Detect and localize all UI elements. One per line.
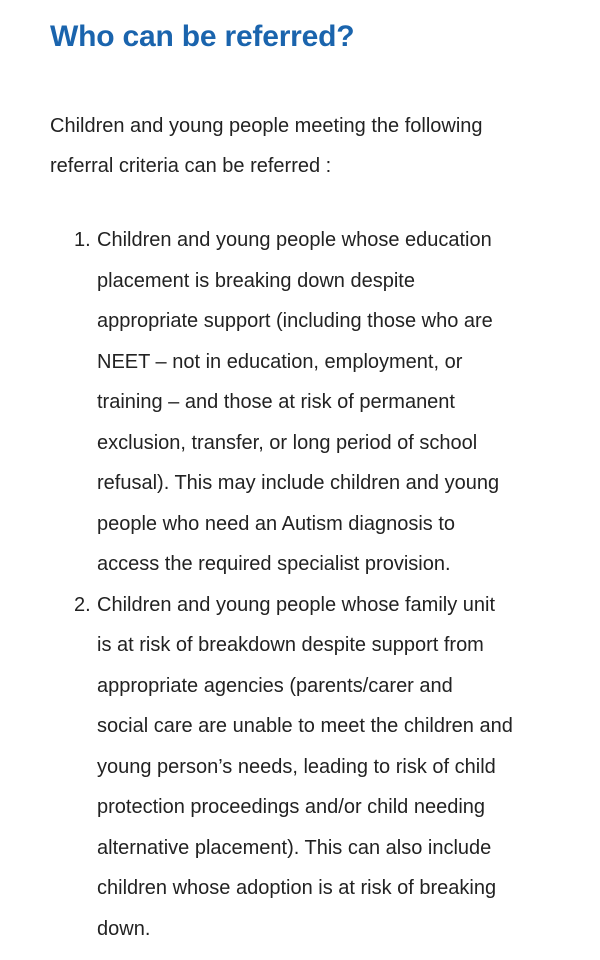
referral-criteria-list (0, 220, 513, 949)
criterion-text-line: alternative placement). This can also include (97, 836, 492, 859)
criterion-text-line: children whose adoption is at risk of breaking (97, 877, 497, 899)
criterion-item (0, 220, 513, 585)
criterion-text (97, 220, 513, 585)
criterion-text-line: exclusion, transfer, or long period of school (97, 431, 478, 454)
criterion-item (0, 585, 513, 950)
criterion-text-line: appropriate agencies (parents/carer and (97, 674, 453, 697)
criterion-text-line: protection proceedings and/or child needing (97, 796, 486, 818)
criterion-text (97, 585, 513, 950)
criterion-text-line: appropriate support (including those who are (97, 310, 493, 332)
criterion-number: 2. (74, 593, 91, 616)
criterion-text-line: training – and those at risk of permanent (97, 391, 455, 413)
criterion-text-line: is at risk of breakdown despite support from (97, 634, 484, 656)
criterion-text-line: access the required specialist provision. (97, 553, 451, 575)
criterion-number: 1. (74, 229, 91, 251)
criterion-text-line: NEET – not in education, employment, or (97, 350, 463, 373)
criterion-text-line: social care are unable to meet the children and (97, 715, 513, 737)
criterion-text-line: placement is breaking down despite (97, 269, 415, 292)
section-heading: Who can be referred? (50, 20, 355, 53)
intro-paragraph (50, 106, 570, 186)
criterion-text-line: Children and young people whose family unit (97, 593, 496, 616)
intro-line: Children and young people meeting the following (50, 115, 483, 137)
criterion-text-line: people who need an Autism diagnosis to (97, 512, 456, 535)
criterion-text-line: refusal). This may include children and young (97, 472, 500, 494)
criterion-text-line: down. (97, 917, 151, 940)
criterion-text-line: Children and young people whose education (97, 229, 492, 251)
criterion-text-line: young person’s needs, leading to risk of child (97, 755, 496, 778)
intro-line: referral criteria can be referred : (50, 155, 332, 177)
